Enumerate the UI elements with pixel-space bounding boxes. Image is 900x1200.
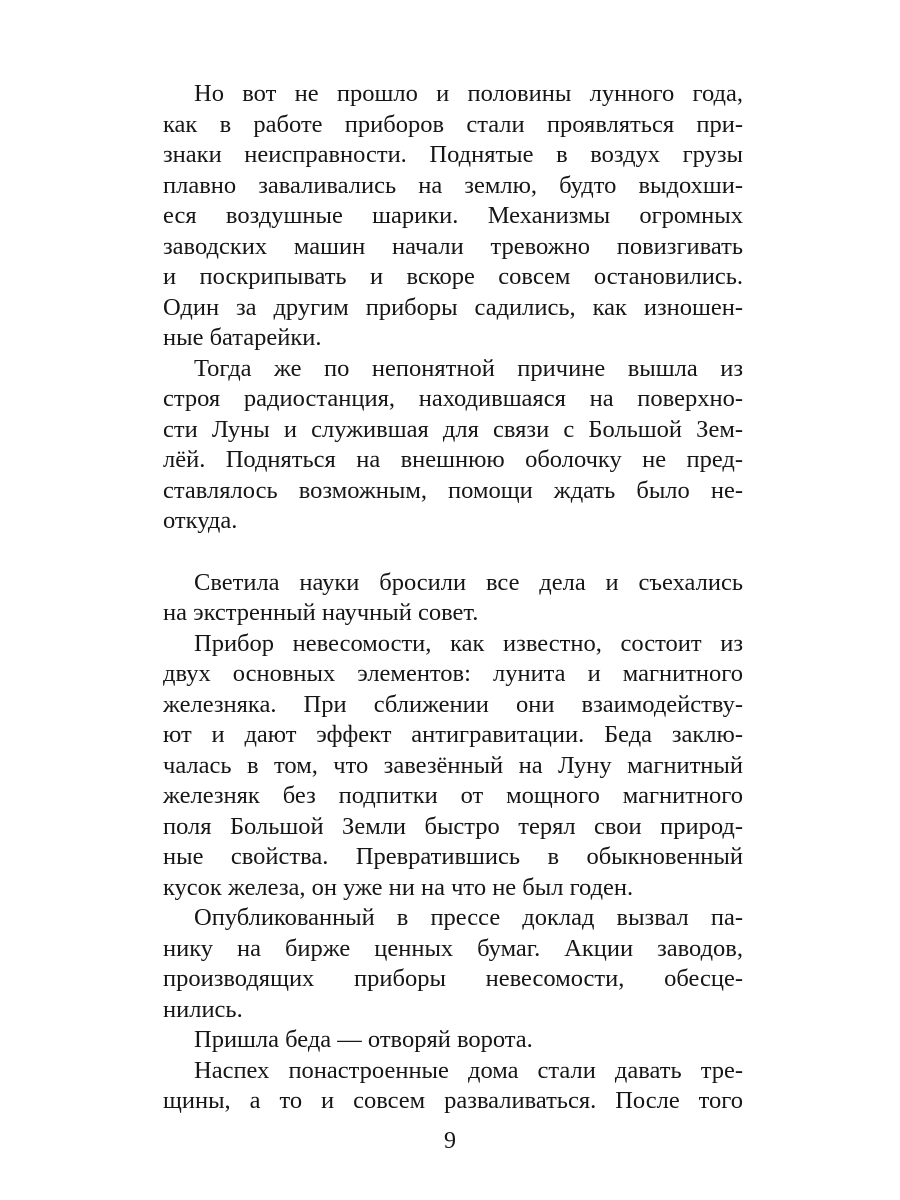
text-line: строя радиостанция, находившаяся на поверхно- — [163, 385, 743, 412]
paragraph — [163, 79, 743, 354]
text-line: ные свойства. Превратившись в обыкновенный — [163, 843, 743, 870]
text-line: железняк без подпитки от мощного магнитного — [163, 782, 743, 809]
paragraph — [163, 903, 743, 1025]
text-line: Прибор невесомости, как известно, состоит из — [194, 629, 743, 657]
text-line: ные батарейки. — [163, 324, 322, 351]
text-line: железняка. При сближении они взаимодейству- — [163, 690, 743, 718]
page-number: 9 — [444, 1128, 456, 1154]
text-line: кусок железа, он уже ни на что не был годен. — [163, 873, 634, 901]
paragraph — [163, 1025, 743, 1056]
text-line: как в работе приборов стали проявляться при- — [163, 110, 743, 138]
text-line: ют и дают эффект антигравитации. Беда заклю- — [163, 721, 743, 748]
text-line: двух основных элементов: лунита и магнитного — [163, 660, 743, 687]
text-line: Один за другим приборы садились, как изношен- — [163, 293, 743, 321]
paragraph — [163, 629, 743, 904]
paragraph — [163, 354, 743, 537]
text-line: еся воздушные шарики. Механизмы огромных — [163, 202, 743, 229]
text-line: чалась в том, что завезённый на Луну магнитный — [163, 751, 743, 779]
text-line: нику на бирже ценных бумаг. Акции заводов, — [163, 934, 743, 962]
text-line: щины, а то и совсем разваливаться. После того — [163, 1087, 743, 1114]
text-line: Тогда же по непонятной причине вышла из — [194, 354, 743, 382]
text-line: и поскрипывать и вскоре совсем остановились. — [163, 263, 743, 290]
text-line: откуда. — [163, 507, 238, 534]
paragraph — [163, 568, 743, 629]
text-line: на экстренный научный совет. — [163, 599, 479, 626]
text-line: заводских машин начали тревожно повизгивать — [163, 232, 743, 260]
text-line: поля Большой Земли быстро терял свои природ- — [163, 812, 743, 840]
page-body-text — [163, 79, 743, 1117]
text-line: плавно заваливались на землю, будто выдохши- — [163, 171, 743, 199]
text-line: знаки неисправности. Поднятые в воздух грузы — [163, 141, 743, 168]
paragraph — [163, 1056, 743, 1117]
text-line: производящих приборы невесомости, обесце- — [163, 965, 743, 992]
text-line: сти Луны и служившая для связи с Большой Зем- — [163, 415, 743, 443]
text-line: ставлялось возможным, помощи ждать было не- — [163, 476, 743, 504]
text-line: Наспех понастроенные дома стали давать тре- — [194, 1056, 743, 1084]
text-line: лёй. Подняться на внешнюю оболочку не пред- — [163, 446, 743, 473]
text-line: Но вот не прошло и половины лунного года, — [194, 80, 743, 107]
text-line: Опубликованный в прессе доклад вызвал па- — [194, 904, 743, 931]
text-line: Пришла беда — отворяй ворота. — [194, 1026, 533, 1053]
text-line: нились. — [163, 995, 243, 1023]
text-line: Светила науки бросили все дела и съехались — [194, 568, 743, 596]
